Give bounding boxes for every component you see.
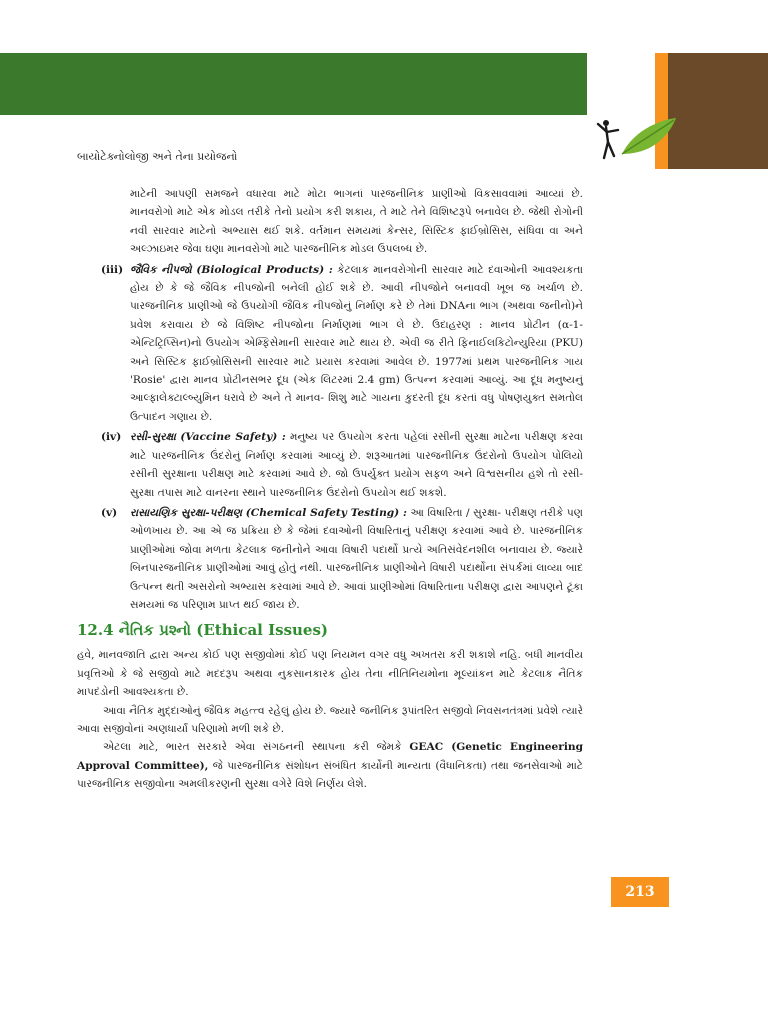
page-number-box [611, 877, 669, 907]
paragraph-text: જે પારજનીનિક સંશોધન સંબંધિત કાર્યોની માન્યતા (વૈધાનિકતા) તથા જનસેવાઓ માટે પારજનીનિક સજીવોના અમલીકરણની સુરક્ષા વગેરે વિશે નિર્ણય લેશે. [77, 759, 583, 791]
body-paragraph: હવે, માનવજાતિ દ્વારા અન્ય કોઈ પણ સજીવોમાં કોઈ પણ નિયમન વગર વધુ અખતરા કરી શકાશે નહિ. બધી માનવીય પ્રવૃત્તિઓ કે જે સજીવો માટે મદદરૂપ અથવા નુકસાનકારક હોય તેના નીતિનિયમોના મૂલ્યાંકન માટે કેટલાક નૈતિક માપદંડોની આવશ્યકતા છે. [77, 649, 583, 699]
leaf-figure-icon [592, 112, 676, 174]
list-item [77, 261, 583, 427]
item-text: મનુષ્ય પર ઉપયોગ કરતા પહેલાં રસીની સુરક્ષા માટેના પરીક્ષણ કરવા માટે પારજનીનિક ઉંદરોનું નિર્માણ કરવામાં આવ્યું છે. શરૂઆતમાં પારજનીનિક ઉંદરોનો ઉપયોગ પોલિયો રસીની સુરક્ષાના પરીક્ષણ માટે કરવામાં આવે છે. જો ઉપર્યુક્ત પ્રયોગ સફળ અને વિશ્વસનીય હશે તો રસી-સુરક્ષા તપાસ માટે વાનરના સ્થાને પારજનીનિક ઉંદરોનો ઉપયોગ થઈ શકશે. [130, 431, 584, 499]
item-text: આ વિષારિતા / સુરક્ષા- પરીક્ષણ તરીકે પણ ઓળખાય છે. આ એ જ પ્રક્રિયા છે કે જેમાં દવાઓની વિષારિતાનું પરીક્ષણ કરવામાં આવે છે. પારજનીનિક પ્રાણીઓમાં જોવા મળતા કેટલાક જનીનોને આવા વિષારી પદાર્થો પ્રત્યે અતિસંવેદનશીલ બનાવાય છે. જ્યારે બિનપારજનીનિક પ્રાણીઓમાં આવું હોતું નથી. પારજનીનિક પ્રાણીઓને વિષારી પદાર્થોના સંપર્કમાં લાવ્યા બાદ ઉત્પન્ન થતી અસરોનો અભ્યાસ કરવામાં આવે છે. આવાં પ્રાણીઓમાં વિષારિતાના પરીક્ષણ દ્વારા આપણને ટૂંકા સમયમાં જ પરિણામ પ્રાપ્ત થઈ જાય છે. [130, 506, 584, 611]
item-number: (iv) [101, 431, 122, 444]
page-content [77, 185, 583, 794]
body-paragraph: આવા નૈતિક મુદ્દાઓનું જૈવિક મહત્ત્વ રહેલું હોય છે. જ્યારે જનીનિક રૂપાંતરિત સજીવો નિવસનતંત્રમાં પ્રવેશે ત્યારે આવા સજીવોનાં અણધાર્યાં પરિણામો મળી શકે છે. [77, 704, 583, 735]
item-text: કેટલાક માનવરોગોની સારવાર માટે દવાઓની આવશ્યકતા હોય છે કે જે જૈવિક નીપજોની બનેલી હોઈ શકે છે. આવી નીપજોને બનાવવી ખૂબ જ ખર્ચાળ છે. પારજનીનિક પ્રાણીઓ જે ઉપયોગી જૈવિક નીપજોનું નિર્માણ કરે છે તેમાં DNAના ભાગ (અથવા જનીનો)ને પ્રવેશ કરાવાય છે જે વિશિષ્ટ નીપજોના નિર્માણમાં ભાગ લે છે. ઉદાહરણ : માનવ પ્રોટીન (α-1-એન્ટિટ્રિપ્સિન)નો ઉપયોગ એમ્ફિસેમાની સારવાર માટે થાય છે. એવી જ રીતે ફિનાઈલકિટોન્યુરિયા (PKU) અને સિસ્ટિક ફાઈબ્રોસિસની સારવાર માટે પ્રયાસ કરવામાં આવેલ છે. 1977માં પ્રથમ પારજનીનિક ગાય 'Rosie' દ્વારા માનવ પ્રોટીનસભર દૂધ (એક લિટરમાં 2.4 gm) ઉત્પન્ન કરવામાં આવ્યું. આ દૂધ મનુષ્યનું આલ્ફાલેક્ટાલ્બ્યુમિન ધરાવે છે અને તે માનવ- શિશુ માટે ગાયના કુદરતી દૂધ કરતાં વધુ પોષણયુક્ત સમતોલ ઉત્પાદન ગણાય છે. [130, 263, 583, 423]
geac-term: GEAC (Genetic Engineering Approval Committee), [77, 741, 583, 772]
section-title: 12.4 નૈતિક પ્રશ્નો (Ethical Issues) [77, 621, 328, 640]
header-brown-block [668, 53, 768, 169]
item-number: (v) [101, 506, 118, 519]
item-number: (iii) [101, 263, 124, 276]
item-heading: રાસાયણિક સુરક્ષા-પરીક્ષણ (Chemical Safety Testing) : [130, 506, 407, 519]
list-item [77, 428, 583, 502]
list-item [77, 504, 583, 614]
running-head: બાયોટેક્નોલોજી અને તેના પ્રયોજનો [77, 150, 238, 163]
header-green-band [0, 53, 587, 115]
item-heading: રસી-સુરક્ષા (Vaccine Safety) : [130, 431, 286, 444]
intro-paragraph: માટેની આપણી સમજને વધારવા માટે મોટા ભાગનાં પારજનીનિક પ્રાણીઓ વિકસાવવામાં આવ્યાં છે. માનવરોગો માટે એક મોડલ તરીકે તેનો પ્રયોગ કરી શકાય, તે માટે તેને વિશિષ્ટરૂપે બનાવેલ છે. જેથી રોગોની નવી સારવાર માટેનો અભ્યાસ થઈ શકે. વર્તમાન સમયમાં કેન્સર, સિસ્ટિક ફાઈબ્રોસિસ, સંધિવા વા અને અલ્ઝાઇમર જેવા ઘણા માનવરોગો માટે પારજનીનિક મોડલ ઉપલબ્ધ છે. [130, 188, 583, 256]
page-number: 213 [625, 884, 655, 900]
paragraph-text: એટલા માટે, ભારત સરકારે એવા સંગઠનની સ્થાપના કરી જેમકે [103, 741, 410, 754]
body-paragraph [77, 738, 583, 793]
item-heading: જૈવિક નીપજો (Biological Products) : [130, 263, 333, 276]
